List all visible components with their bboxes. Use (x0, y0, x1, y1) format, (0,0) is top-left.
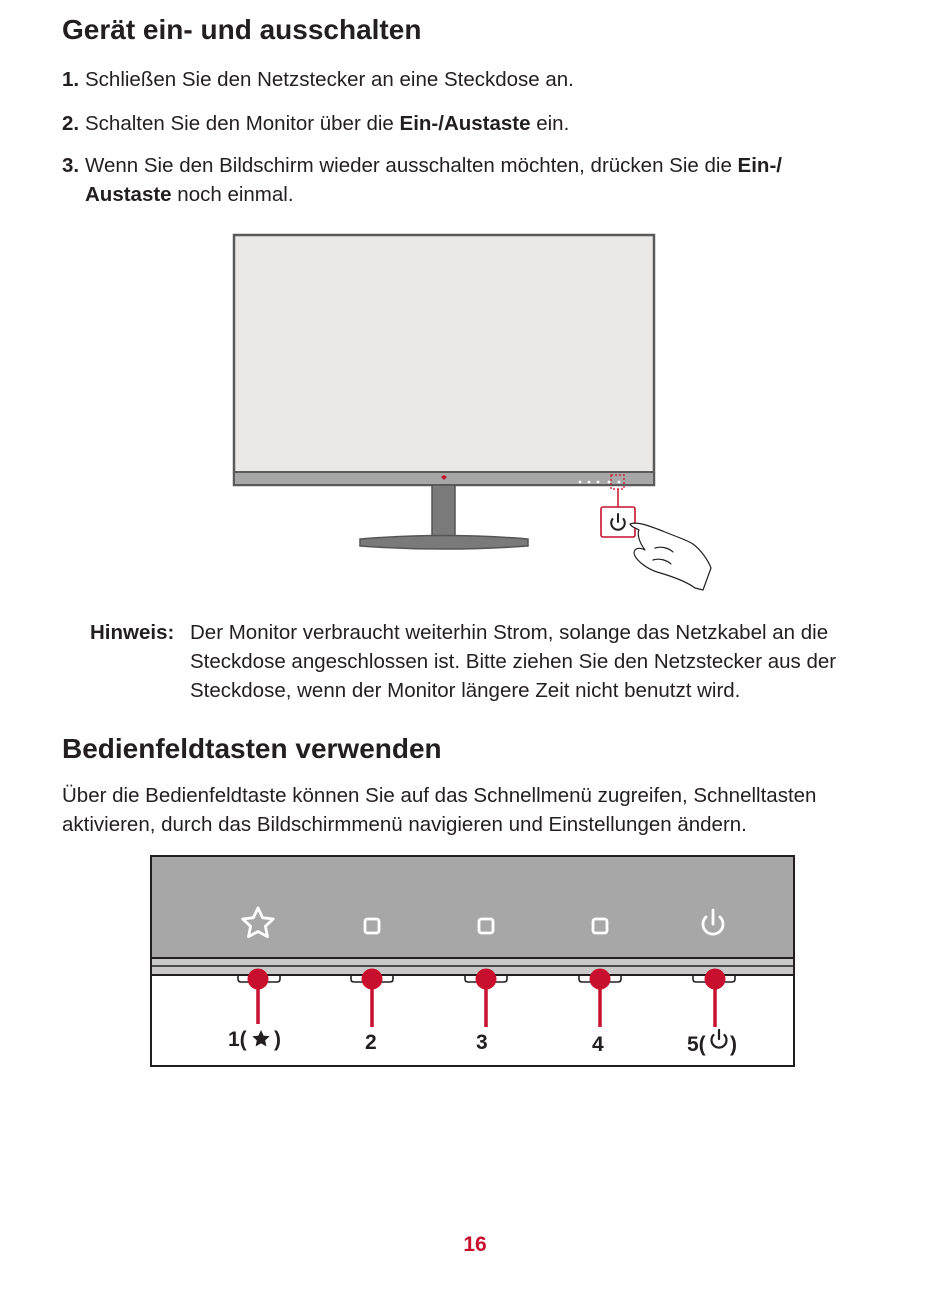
key-label-4: 4 (592, 1033, 604, 1056)
control-panel-diagram (150, 855, 796, 1069)
step-2 (62, 109, 882, 138)
key-label-5: 5( (687, 1033, 706, 1056)
note-line: Steckdose angeschlossen ist. Bitte ziehen Sie den Netzstecker aus der (190, 650, 837, 673)
key-label-2: 2 (365, 1031, 377, 1054)
step-1 (62, 65, 882, 94)
intro-line: Über die Bedienfeldtaste können Sie auf das Schnellmenü zugreifen, Schnelltasten (62, 784, 817, 807)
section-intro (62, 781, 882, 839)
step-text-bold: Austaste (85, 183, 172, 206)
note-text (190, 618, 890, 705)
step-text: Schalten Sie den Monitor über die (85, 112, 400, 135)
key-label-3: 3 (476, 1031, 488, 1054)
step-text-bold: Ein-/ (737, 154, 782, 177)
monitor-illustration (225, 228, 725, 598)
step-text: Schließen Sie den Netzstecker an eine Steckdose an. (85, 68, 574, 91)
step-text-bold: Ein-/Austaste (399, 112, 531, 135)
step-number: 2. (62, 112, 80, 135)
panel-bezel (151, 856, 794, 958)
hand-icon (630, 523, 711, 590)
note-line: Der Monitor verbraucht weiterhin Strom, solange das Netzkabel an die (190, 621, 829, 644)
intro-line: aktivieren, durch das Bildschirmmenü navigieren und Einstellungen ändern. (62, 813, 747, 836)
monitor-stand-neck (432, 485, 455, 537)
note-label: Hinweis: (90, 621, 175, 644)
page-number: 16 (463, 1233, 487, 1256)
key-label-5-close: ) (730, 1033, 737, 1056)
step-text: ein. (530, 112, 570, 135)
step-number: 3. (62, 154, 80, 177)
step-3 (62, 151, 882, 209)
key-label-1-close: ) (274, 1028, 281, 1051)
step-text: Wenn Sie den Bildschirm wieder ausschalten möchten, drücken Sie die (85, 154, 738, 177)
section-title-control-panel: Bedienfeldtasten verwenden (62, 733, 442, 764)
note-line: Steckdose, wenn der Monitor längere Zeit nicht benutzt wird. (190, 679, 741, 702)
monitor-screen (234, 235, 654, 485)
key-label-1: 1( (228, 1028, 247, 1051)
step-number: 1. (62, 68, 80, 91)
step-text: noch einmal. (171, 183, 294, 206)
monitor-stand-base (360, 536, 528, 550)
section-title-power: Gerät ein- und ausschalten (62, 14, 422, 45)
